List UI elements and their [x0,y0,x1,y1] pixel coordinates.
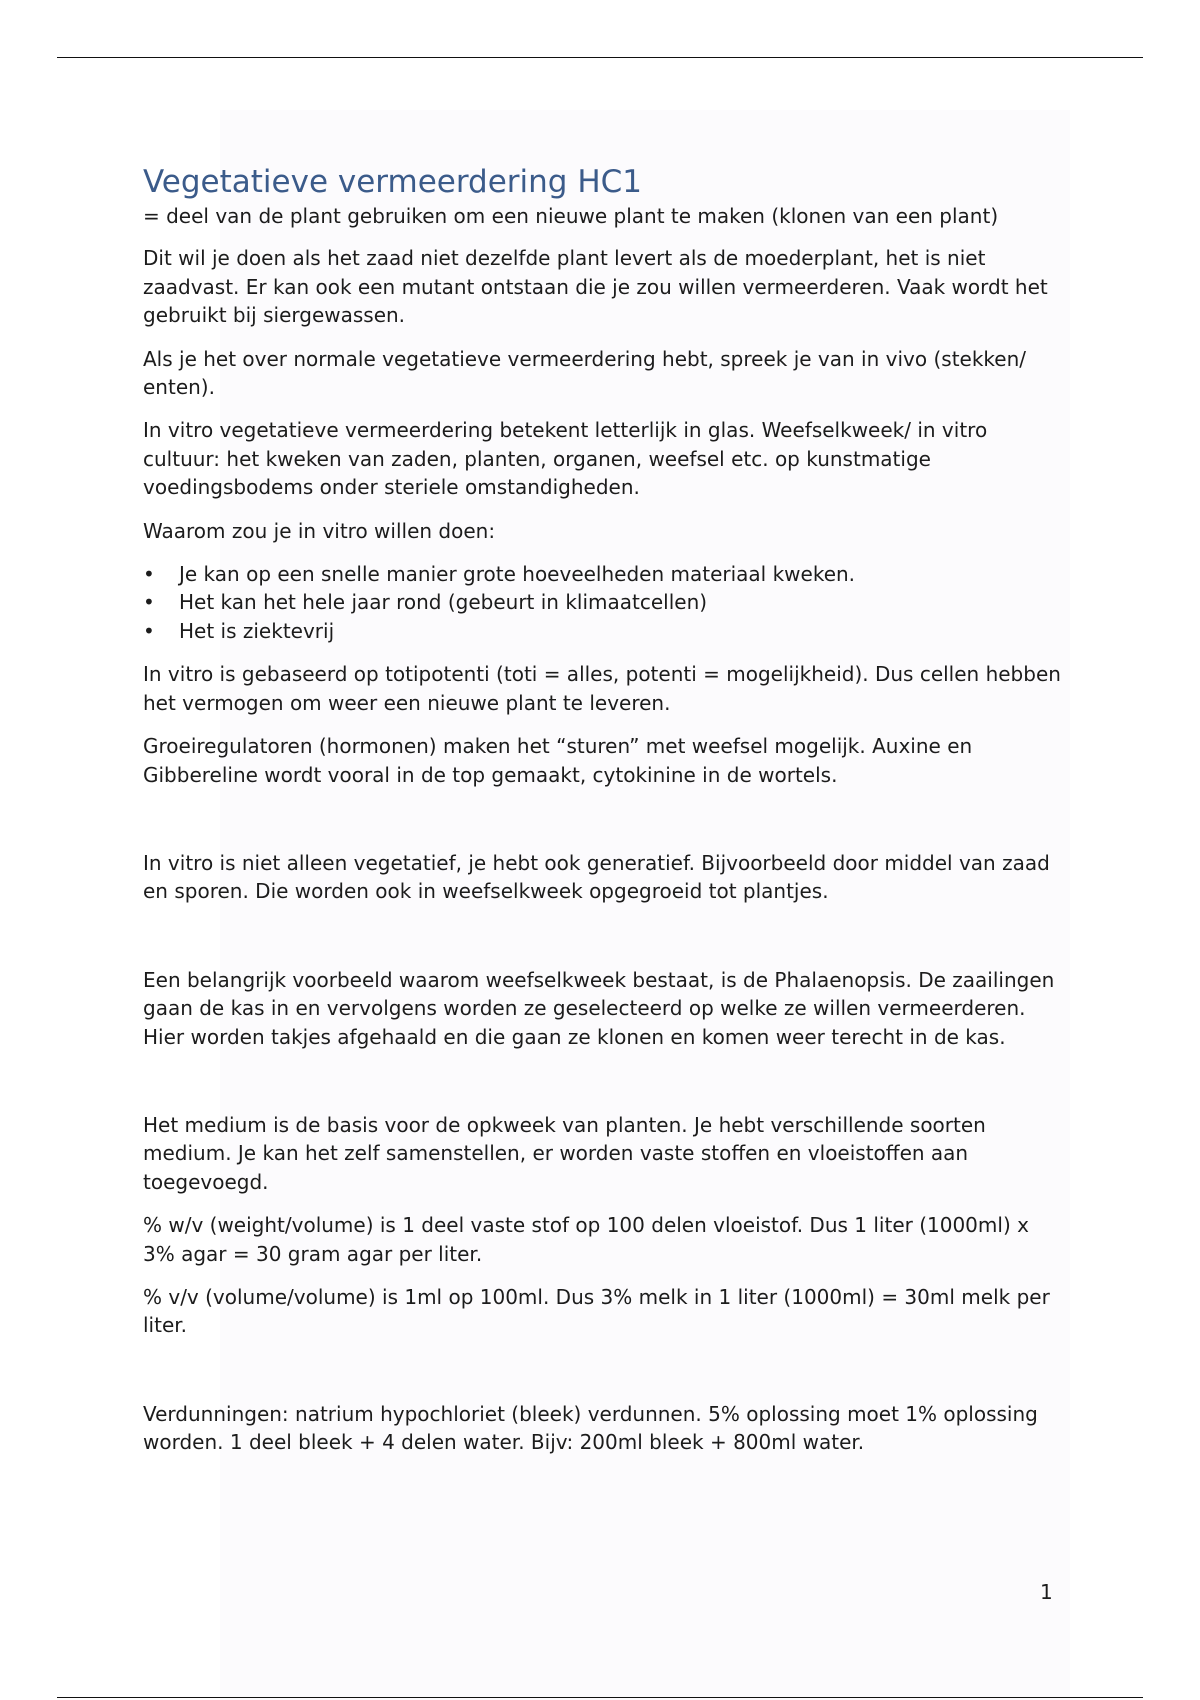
paragraph-in-vivo: Als je het over normale vegetatieve vermeerdering hebt, spreek je van in vivo (stekken/ enten). [143,346,1027,400]
document-body [143,162,1063,1472]
paragraph-phalaenopsis: Een belangrijk voorbeeld waarom weefselkweek bestaat, is de Phalaenopsis. De zaailingen gaan de kas in en vervolgens worden ze geselecteerd op welke ze willen vermeerderen. Hier worden takjes afgehaald en die gaan ze klonen en komen weer terecht in de kas. [143,967,1055,1049]
bullet-icon: • [143,618,155,643]
page-number: 1 [1040,1580,1053,1604]
list-item-text: Het is ziektevrij [179,618,335,643]
document-title: Vegetatieve vermeerdering HC1 [143,164,643,200]
list-item [143,560,1063,588]
paragraph-reason: Dit wil je doen als het zaad niet dezelfde plant levert als de moederplant, het is niet zaadvast. Er kan ook een mutant ontstaan die je zou willen vermeerderen. Vaak wordt het gebruikt bij siergewassen. [143,246,1048,328]
list-item-text: Het kan het hele jaar rond (gebeurt in klimaatcellen) [179,590,708,615]
paragraph-totipotency: In vitro is gebaseerd op totipotenti (toti = alles, potenti = mogelijkheid). Dus cellen hebben het vermogen om weer een nieuwe plant te leveren. [143,662,1061,715]
reasons-list [143,560,1063,645]
paragraph-why-question: Waarom zou je in vitro willen doen: [143,518,496,543]
header-rule [57,57,1143,58]
paragraph-generative: In vitro is niet alleen vegetatief, je hebt ook generatief. Bijvoorbeeld door middel van zaad en sporen. Die worden ook in weefselkweek opgegroeid tot plantjes. [143,850,1050,904]
list-item [143,588,1063,616]
footer-rule [57,1697,1143,1698]
bullet-icon: • [143,590,155,615]
paragraph-growth-regulators: Groeiregulatoren (hormonen) maken het “sturen” met weefsel mogelijk. Auxine en Gibbereline wordt vooral in de top gemaakt, cytokinine in de wortels. [143,734,973,787]
paragraph-definition: = deel van de plant gebruiken om een nieuwe plant te maken (klonen van een plant) [143,204,999,228]
paragraph-in-vitro: In vitro vegetatieve vermeerdering betekent letterlijk in glas. Weefselkweek/ in vitro cultuur: het kweken van zaden, planten, organen, weefsel etc. op kunstmatige voedingsbodems onder steriele omstandigheden. [143,418,988,500]
paragraph-medium: Het medium is de basis voor de opkweek van planten. Je hebt verschillende soorten medium. Je kan het zelf samenstellen, er worden vaste stoffen en vloeistoffen aan toegevoegd. [143,1112,986,1194]
list-item-text: Je kan op een snelle manier grote hoeveelheden materiaal kweken. [179,562,856,587]
list-item [143,617,1063,645]
paragraph-weight-volume: % w/v (weight/volume) is 1 deel vaste stof op 100 delen vloeistof. Dus 1 liter (1000ml) x 3% agar = 30 gram agar per liter. [143,1213,1029,1266]
bullet-icon: • [143,562,155,587]
paragraph-volume-volume: % v/v (volume/volume) is 1ml op 100ml. Dus 3% melk in 1 liter (1000ml) = 30ml melk per liter. [143,1284,1050,1338]
paragraph-dilutions: Verdunningen: natrium hypochloriet (bleek) verdunnen. 5% oplossing moet 1% oplossing worden. 1 deel bleek + 4 delen water. Bijv: 200ml bleek + 800ml water. [143,1401,1038,1455]
